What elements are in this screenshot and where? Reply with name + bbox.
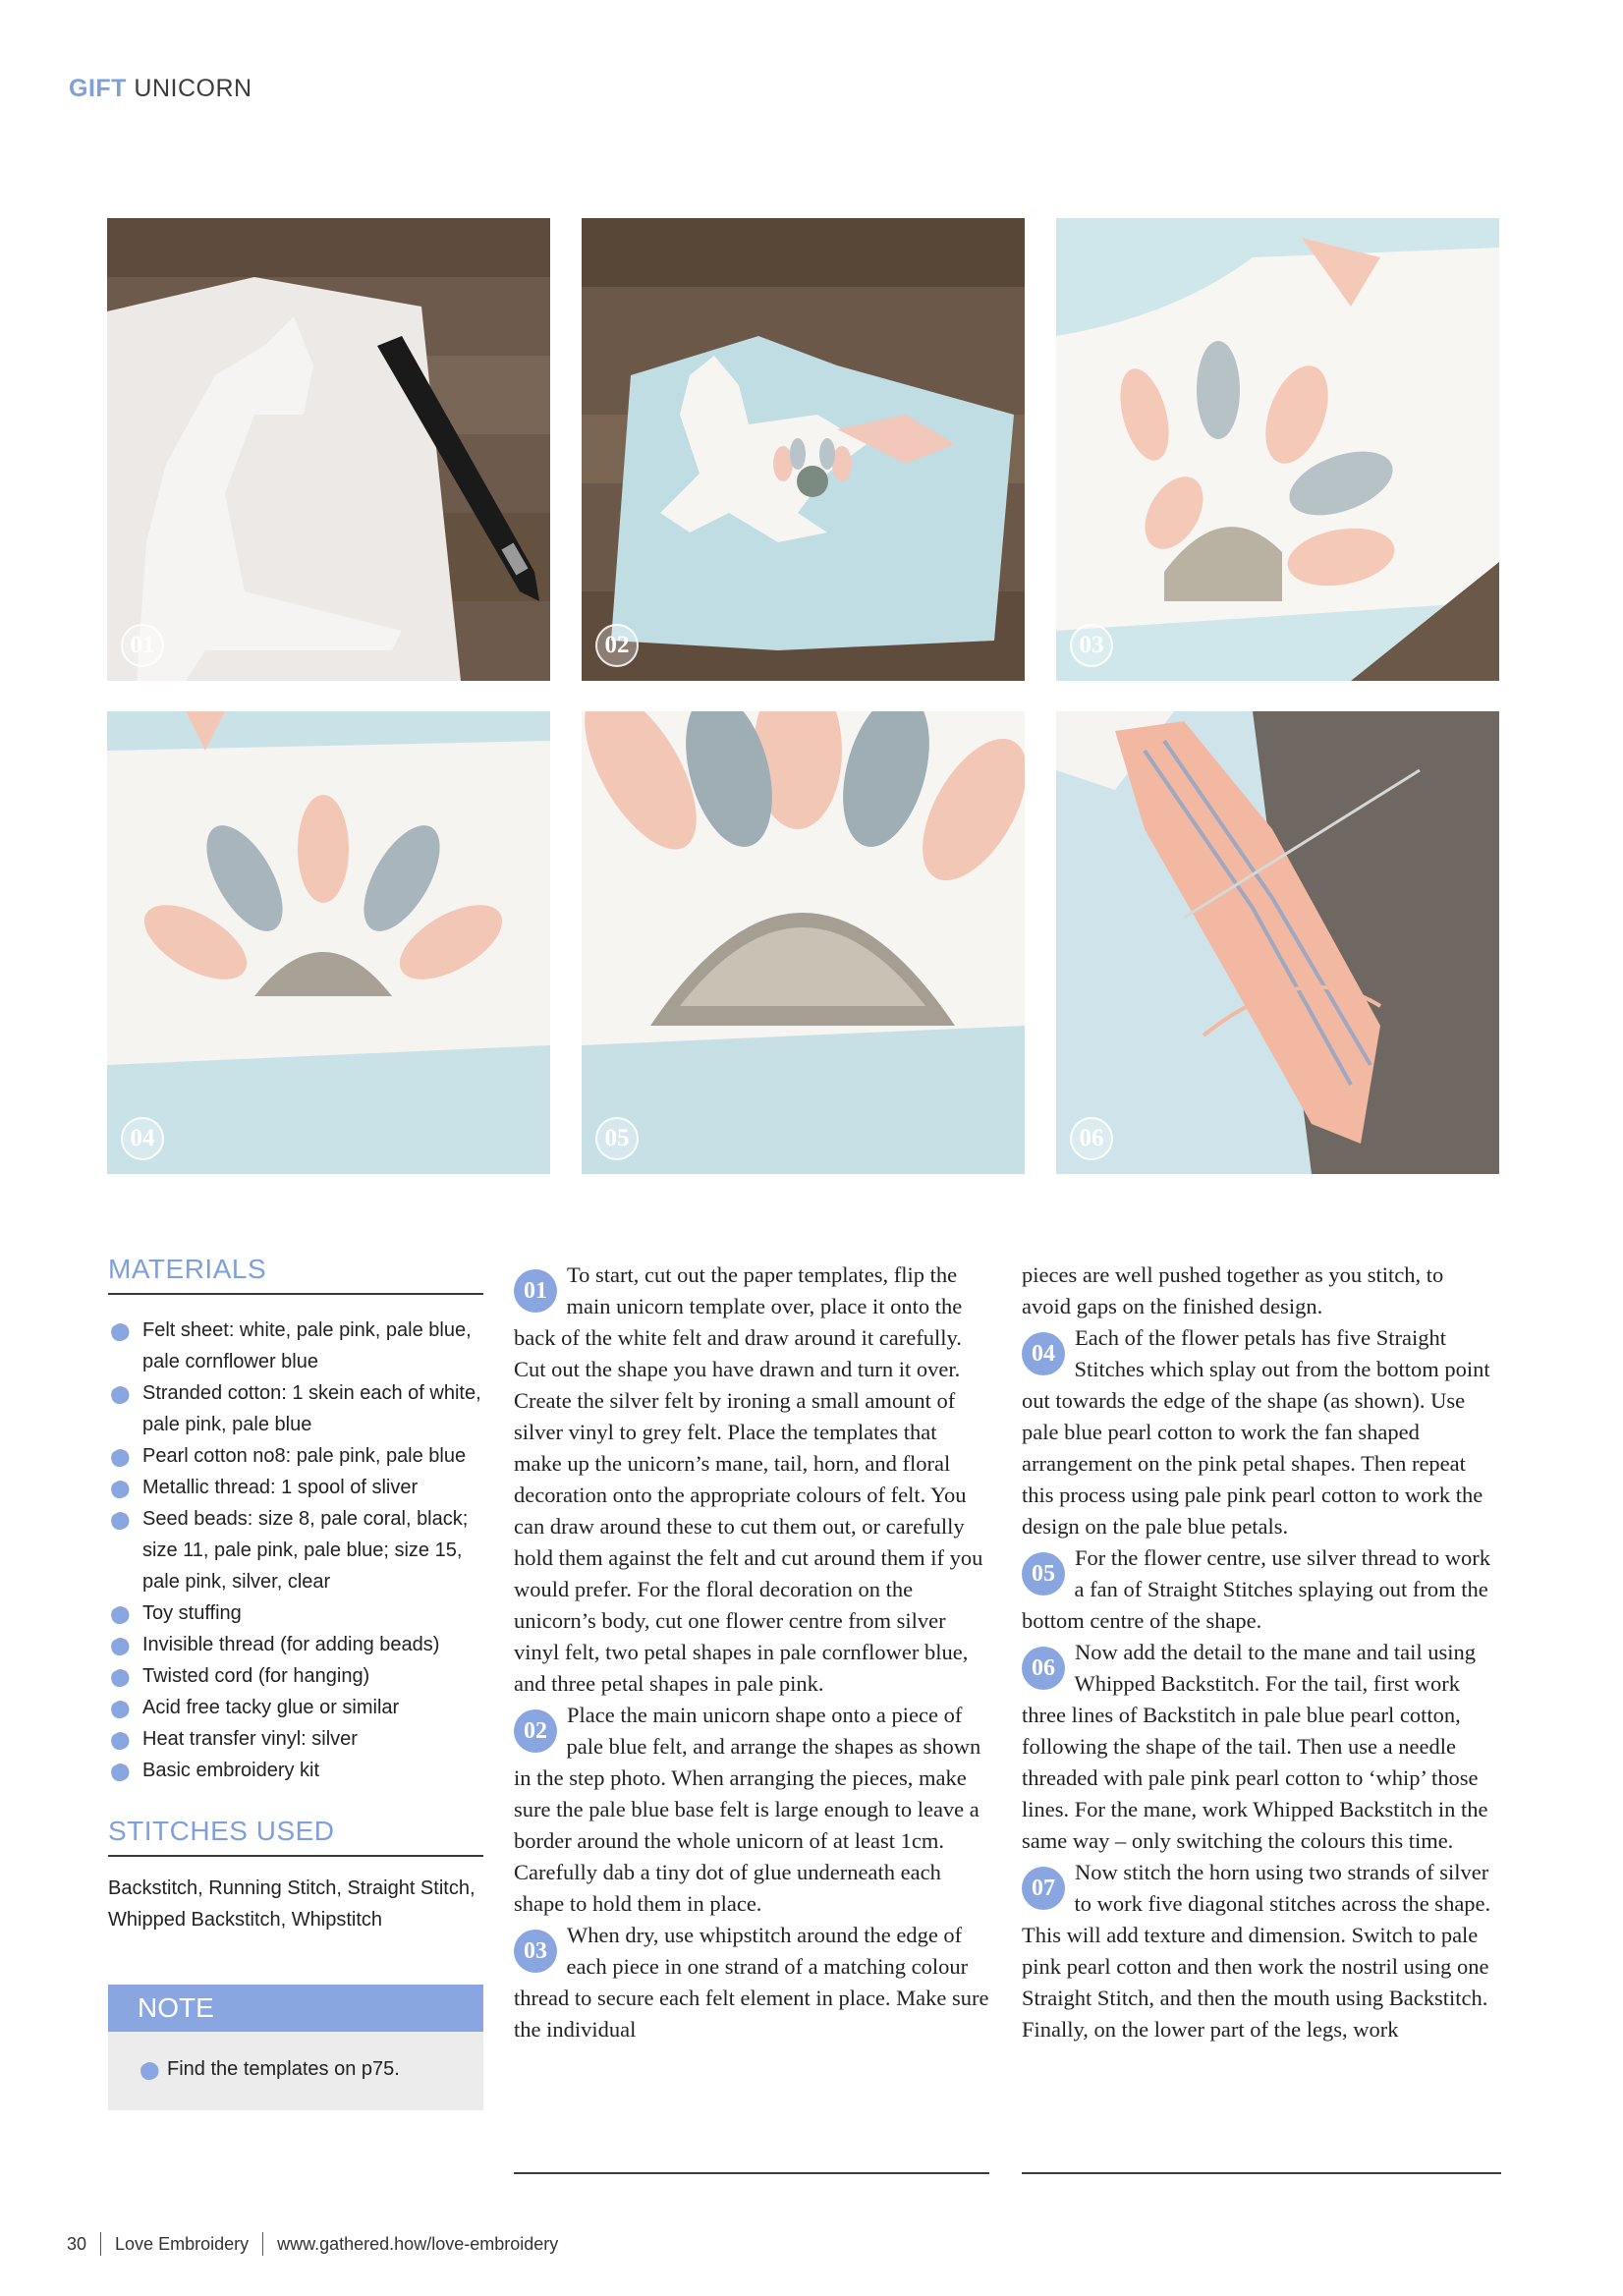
list-item: Basic embroidery kit — [108, 1755, 483, 1786]
note-text: Find the templates on p75. — [167, 2058, 400, 2080]
button-bullet-icon — [108, 1604, 132, 1626]
list-item: Felt sheet: white, pale pink, pale blue, pale cornflower blue — [108, 1315, 483, 1377]
step-text: To start, cut out the paper templates, flip the main unicorn template over, place it onto the back of the white felt and draw around it carefully. Cut out the shape you have drawn and turn it over. Create the silver felt by ironing a small amount of silver vinyl to grey felt. Place the templates that make up the unicorn’s mane, tail, horn, and floral decoration onto the appropriate colours of felt. You can draw around these to cut them out, or carefully hold them against the felt and cut around them if you would prefer. For the floral decoration on the unicorn’s body, cut one flower centre from silver vinyl felt, two petal shapes in pale cornflower blue, and three petal shapes in pale pink. — [514, 1262, 983, 1696]
step-05 — [1022, 1542, 1497, 1637]
step-number-badge: 01 — [514, 1269, 557, 1313]
photo-03-illustration — [1056, 218, 1499, 681]
button-bullet-icon — [108, 1667, 132, 1689]
photo-02-illustration — [582, 218, 1025, 681]
photo-05-illustration — [582, 711, 1025, 1174]
list-item: Twisted cord (for hanging) — [108, 1660, 483, 1692]
photo-04-illustration — [107, 711, 550, 1174]
step-01 — [514, 1260, 989, 1700]
list-item: Stranded cotton: 1 skein each of white, pale pink, pale blue — [108, 1377, 483, 1440]
step-badge: 01 — [121, 624, 164, 667]
button-bullet-icon — [108, 1321, 132, 1343]
list-item: Invisible thread (for adding beads) — [108, 1629, 483, 1660]
list-item: Pearl cotton no8: pale pink, pale blue — [108, 1440, 483, 1472]
button-bullet-icon — [108, 1636, 132, 1657]
step-number-badge: 03 — [514, 1930, 557, 1973]
list-item: Toy stuffing — [108, 1597, 483, 1629]
materials-title: MATERIALS — [108, 1254, 267, 1284]
list-item: Seed beads: size 8, pale coral, black; size 11, pale pink, pale blue; size 15, pale pink, silver, clear — [108, 1503, 483, 1597]
step-text: For the flower centre, use silver thread to work a fan of Straight Stitches splaying out from the bottom centre of the shape. — [1022, 1545, 1490, 1633]
list-item: Metallic thread: 1 spool of sliver — [108, 1472, 483, 1503]
page-header — [69, 75, 252, 103]
step-text: Now add the detail to the mane and tail using Whipped Backstitch. For the tail, first work three lines of Backstitch in pale blue pearl cotton, following the shape of the tail. Then use a needle threaded with pale pink pearl cotton to ‘whip’ those lines. For the mane, work Whipped Backstitch in the same way – only switching the colours this time. — [1022, 1640, 1488, 1853]
button-bullet-icon — [108, 1479, 132, 1500]
button-bullet-icon — [108, 1510, 132, 1532]
photo-06-illustration — [1056, 711, 1499, 1174]
step-badge: 06 — [1070, 1117, 1113, 1160]
materials-section — [108, 1254, 483, 1935]
materials-list — [108, 1315, 483, 1786]
magazine-name: Love Embroidery — [115, 2233, 250, 2254]
step-badge: 02 — [595, 624, 639, 667]
column-2-rule — [1022, 2172, 1501, 2174]
step-03-continued: pieces are well pushed together as you stitch, to avoid gaps on the finished design. — [1022, 1262, 1444, 1318]
footer-divider — [262, 2232, 263, 2256]
step-number-badge: 07 — [1022, 1867, 1065, 1910]
step-badge: 05 — [595, 1117, 639, 1160]
step-badge: 04 — [121, 1117, 164, 1160]
step-text: Each of the flower petals has five Straight Stitches which splay out from the bottom point out towards the edge of the shape (as shown). Use pale blue pearl cotton to work the fan shaped arrangement on the pink petal shapes. Then repeat this process using pale pink pearl cotton to work the design on the pale blue petals. — [1022, 1325, 1490, 1539]
step-photo-05 — [582, 711, 1025, 1174]
step-04 — [1022, 1322, 1497, 1542]
step-photo-01 — [107, 218, 550, 681]
step-photo-04 — [107, 711, 550, 1174]
stitches-rule — [108, 1855, 483, 1857]
button-bullet-icon — [108, 1699, 132, 1720]
step-03 — [514, 1920, 989, 2045]
section-label: GIFT — [69, 75, 127, 102]
step-02 — [514, 1700, 989, 1920]
step-text: When dry, use whipstitch around the edge of each piece in one strand of a matching colour thread to secure each felt element in place. Make sure the individual — [514, 1923, 989, 2042]
website-link[interactable]: www.gathered.how/love-embroidery — [277, 2233, 559, 2254]
step-number-badge: 02 — [514, 1709, 557, 1753]
instructions-column-2 — [1022, 1260, 1497, 2045]
note-item — [108, 2053, 483, 2085]
step-07 — [1022, 1857, 1497, 2045]
step-badge: 03 — [1070, 624, 1113, 667]
step-text: Now stitch the horn using two strands of silver to work five diagonal stitches across the shape. This will add texture and dimension. Switch to pale pink pearl cotton and then work the nostril using one Straight Stitch, and then the mouth using Backstitch. Finally, on the lower part of the legs, work — [1022, 1860, 1491, 2042]
step-photo-06 — [1056, 711, 1499, 1174]
list-item: Acid free tacky glue or similar — [108, 1692, 483, 1723]
page-footer — [67, 2232, 558, 2256]
step-number-badge: 06 — [1022, 1647, 1065, 1690]
note-box — [108, 1985, 483, 2110]
button-bullet-icon — [108, 1384, 132, 1406]
button-bullet-icon — [138, 2060, 161, 2082]
step-number-badge: 05 — [1022, 1552, 1065, 1596]
materials-rule — [108, 1293, 483, 1295]
button-bullet-icon — [108, 1762, 132, 1783]
stitches-text: Backstitch, Running Stitch, Straight Stitch, Whipped Backstitch, Whipstitch — [108, 1877, 476, 1931]
page-title: UNICORN — [134, 75, 252, 102]
footer-divider — [100, 2232, 101, 2256]
photo-01-illustration — [107, 218, 550, 681]
step-number-badge: 04 — [1022, 1332, 1065, 1375]
step-06 — [1022, 1637, 1497, 1857]
button-bullet-icon — [108, 1730, 132, 1752]
list-item: Heat transfer vinyl: silver — [108, 1723, 483, 1755]
note-title: NOTE — [108, 1985, 483, 2032]
stitches-title: STITCHES USED — [108, 1816, 335, 1846]
column-1-rule — [514, 2172, 989, 2174]
step-photo-03 — [1056, 218, 1499, 681]
step-text: Place the main unicorn shape onto a piece of pale blue felt, and arrange the shapes as shown in the step photo. When arranging the pieces, make sure the pale blue base felt is large enough to leave a border around the whole unicorn of at least 1cm. Carefully dab a tiny dot of glue underneath each shape to hold them in place. — [514, 1703, 981, 1916]
button-bullet-icon — [108, 1447, 132, 1469]
step-photo-02 — [582, 218, 1025, 681]
instructions-column-1 — [514, 1260, 989, 2045]
page-number: 30 — [67, 2233, 87, 2254]
